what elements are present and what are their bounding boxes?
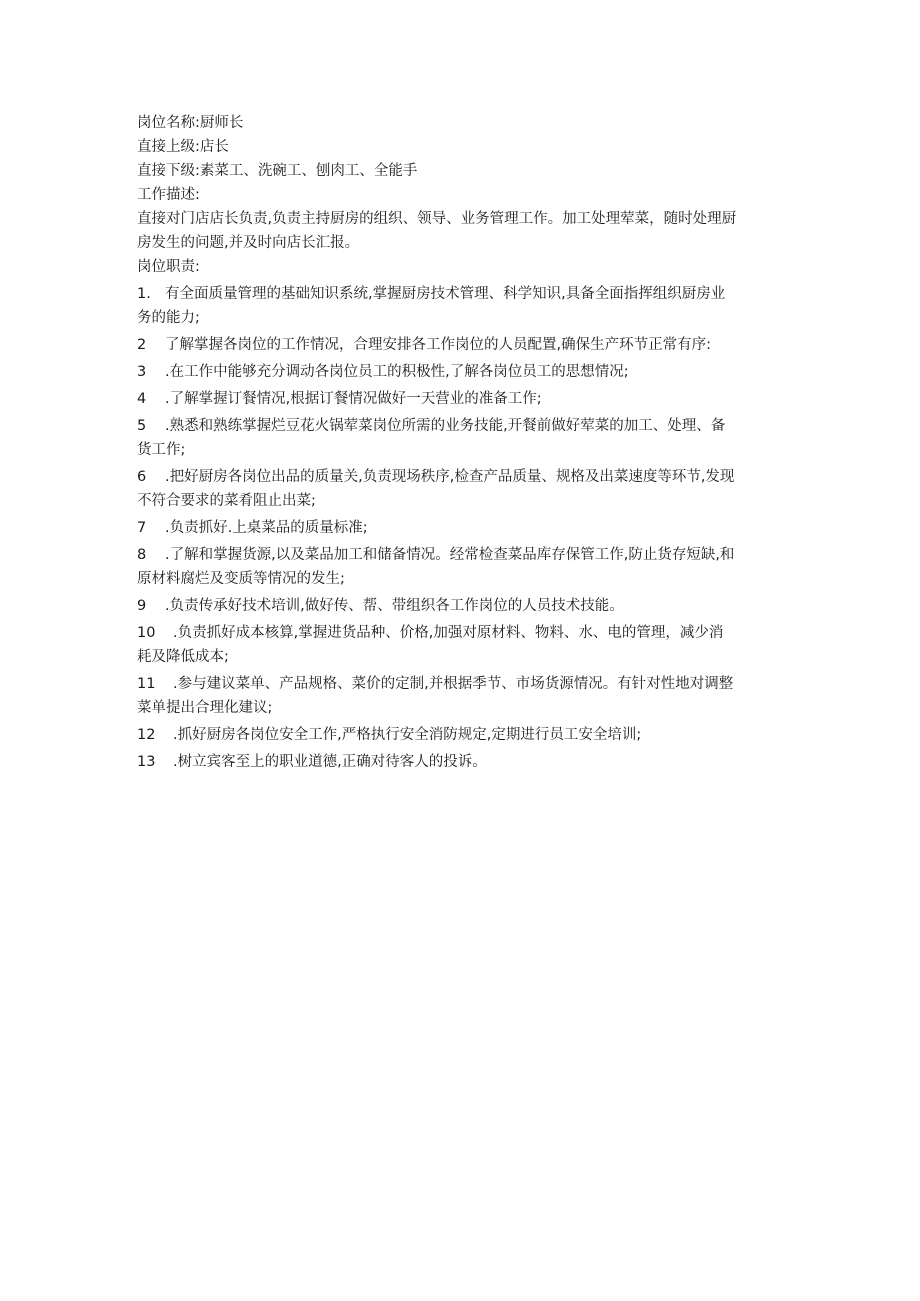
duty-item: [137, 594, 737, 618]
duty-item: [137, 750, 737, 774]
duty-text: .在工作中能够充分调动各岗位员工的积极性,了解各岗位员工的思想情况;: [165, 364, 629, 380]
duty-item: [137, 543, 737, 591]
duty-text: .负责抓好成本核算,掌握进货品种、价格,加强对原材料、物料、水、电的管理，减少消耗及降低成本;: [137, 625, 724, 665]
duty-text: .把好厨房各岗位出品的质量关,负责现场秩序,检查产品质量、规格及出菜速度等环节,发现不符合要求的菜肴阻止出菜;: [137, 469, 735, 509]
duty-text: 了解掌握各岗位的工作情况，合理安排各工作岗位的人员配置,确保生产环节正常有序:: [165, 337, 711, 353]
duty-text: .树立宾客至上的职业道德,正确对待客人的投诉。: [173, 754, 487, 770]
duty-text: 有全面质量管理的基础知识系统,掌握厨房技术管理、科学知识,具备全面指挥组织厨房业务的能力;: [137, 286, 726, 326]
duty-number: 1.: [137, 286, 151, 302]
duty-item: [137, 282, 737, 330]
duty-item: [137, 723, 737, 747]
duty-number: 6: [137, 469, 147, 485]
duty-text: .熟悉和熟练掌握烂豆花火锅荤菜岗位所需的业务技能,开餐前做好荤菜的加工、处理、备货工作;: [137, 418, 726, 458]
duty-item: [137, 465, 737, 513]
duty-number: 2: [137, 337, 147, 353]
duty-number: 5: [137, 418, 147, 434]
duty-number: 9: [137, 598, 147, 614]
duty-item: [137, 360, 737, 384]
job-description-label: 工作描述:: [137, 187, 200, 203]
duty-text: .了解和掌握货源,以及菜品加工和储备情况。经常检查菜品库存保管工作,防止货存短缺,和原材料腐烂及变质等情况的发生;: [137, 547, 735, 587]
duty-text: .抓好厨房各岗位安全工作,严格执行安全消防规定,定期进行员工安全培训;: [173, 727, 642, 743]
direct-subordinates: 直接下级:素菜工、洗碗工、刨肉工、全能手: [137, 163, 418, 179]
duty-number: 13: [137, 754, 156, 770]
duty-text: .负责抓好.上桌菜品的质量标准;: [165, 520, 368, 536]
document-body: [137, 111, 737, 774]
position-name: 岗位名称:厨师长: [137, 115, 244, 131]
duty-item: [137, 516, 737, 540]
duty-number: 8: [137, 547, 147, 563]
duty-number: 10: [137, 625, 156, 641]
duty-item: [137, 672, 737, 720]
job-description: 直接对门店店长负责,负责主持厨房的组织、领导、业务管理工作。加工处理荤菜，随时处理厨房发生的问题,并及时向店长汇报。: [137, 211, 737, 251]
duty-number: 11: [137, 676, 156, 692]
duty-item: [137, 414, 737, 462]
duty-text: .参与建议菜单、产品规格、菜价的定制,并根据季节、市场货源情况。有针对性地对调整菜单提出合理化建议;: [137, 676, 734, 716]
duty-number: 12: [137, 727, 156, 743]
duty-text: .了解掌握订餐情况,根据订餐情况做好一天营业的准备工作;: [165, 391, 542, 407]
duty-item: [137, 387, 737, 411]
duty-number: 3: [137, 364, 147, 380]
duties-label: 岗位职责:: [137, 259, 200, 275]
duty-item: [137, 621, 737, 669]
duty-text: .负责传承好技术培训,做好传、帮、带组织各工作岗位的人员技术技能。: [165, 598, 624, 614]
direct-superior: 直接上级:店长: [137, 139, 229, 155]
duty-item: [137, 333, 737, 357]
duty-number: 4: [137, 391, 147, 407]
duty-number: 7: [137, 520, 147, 536]
